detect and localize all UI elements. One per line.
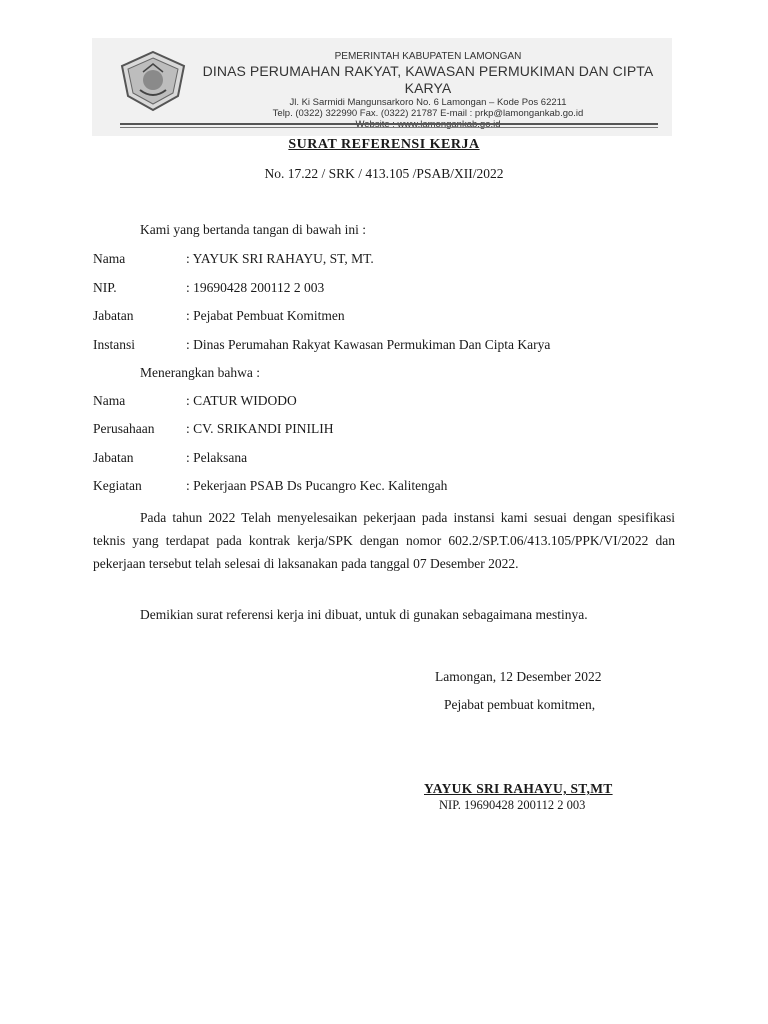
- field-label: Nama: [93, 393, 126, 408]
- subject-row: [93, 421, 693, 439]
- signer-row: [93, 337, 693, 355]
- field-value: : Dinas Perumahan Rakyat Kawasan Permukiman Dan Cipta Karya: [186, 337, 551, 352]
- document-title: SURAT REFERENSI KERJA: [288, 137, 480, 152]
- signer-nip: NIP. 19690428 200112 2 003: [439, 798, 586, 812]
- letterhead-rule-thin: [120, 127, 658, 128]
- closing-text: Demikian surat referensi kerja ini dibuat, untuk di gunakan sebagaimana mestinya.: [140, 607, 588, 622]
- field-value: : Pekerjaan PSAB Ds Pucangro Kec. Kalitengah: [186, 478, 448, 493]
- letterhead-contact: Telp. (0322) 322990 Fax. (0322) 21787 E-mail : prkp@lamongankab.go.id: [272, 108, 584, 119]
- subject-row: [93, 393, 693, 411]
- field-label: Kegiatan: [93, 478, 142, 493]
- field-value: : YAYUK SRI RAHAYU, ST, MT.: [186, 251, 374, 266]
- signer-row: [93, 251, 693, 269]
- document-number: No. 17.22 / SRK / 413.105 /PSAB/XII/2022: [264, 166, 504, 181]
- field-label: Perusahaan: [93, 421, 155, 436]
- regency-emblem-icon: [118, 50, 188, 112]
- signer-row: [93, 308, 693, 326]
- field-label: Instansi: [93, 337, 135, 352]
- field-value: : CATUR WIDODO: [186, 393, 297, 408]
- statement-text: Menerangkan bahwa :: [140, 365, 260, 380]
- subject-row: [93, 478, 693, 496]
- field-label: NIP.: [93, 280, 117, 295]
- subject-row: [93, 450, 693, 468]
- field-value: : Pejabat Pembuat Komitmen: [186, 308, 345, 323]
- body-paragraph: Pada tahun 2022 Telah menyelesaikan pekerjaan pada instansi kami sesuai dengan spesifikasi teknis yang terdapat pada kontrak kerja/SPK dengan nomor 602.2/SP.T.06/413.105/PPK/VI/2022 dan pekerjaan tersebut telah selesai di laksanakan pada tanggal 07 Desember 2022.: [93, 510, 675, 571]
- field-label: Nama: [93, 251, 126, 266]
- field-label: Jabatan: [93, 450, 134, 465]
- field-value: : CV. SRIKANDI PINILIH: [186, 421, 334, 436]
- letterhead-text: [196, 50, 660, 130]
- letterhead-government: PEMERINTAH KABUPATEN LAMONGAN: [334, 51, 522, 62]
- field-value: : 19690428 200112 2 003: [186, 280, 325, 295]
- intro-text: Kami yang bertanda tangan di bawah ini :: [140, 222, 367, 237]
- field-label: Jabatan: [93, 308, 134, 323]
- signer-role: Pejabat pembuat komitmen,: [444, 697, 596, 712]
- signer-name: YAYUK SRI RAHAYU, ST,MT: [424, 781, 613, 796]
- letterhead-agency: DINAS PERUMAHAN RAKYAT, KAWASAN PERMUKIMAN DAN CIPTA KARYA: [202, 63, 654, 96]
- letterhead-address: Jl. Ki Sarmidi Mangunsarkoro No. 6 Lamongan – Kode Pos 62211: [289, 97, 567, 108]
- signer-row: [93, 280, 693, 298]
- place-date: Lamongan, 12 Desember 2022: [435, 669, 602, 684]
- letterhead-rule: [120, 123, 658, 125]
- field-value: : Pelaksana: [186, 450, 248, 465]
